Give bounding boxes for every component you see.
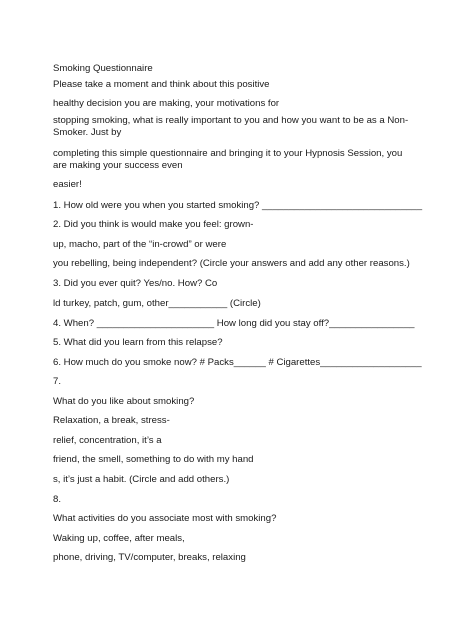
intro-line-7: easier! (53, 179, 82, 190)
question-5: 5. What did you learn from this relapse? (53, 337, 223, 348)
intro-line-5: completing this simple questionnaire and bringing it to your Hypnosis Session, you (53, 148, 403, 159)
question-8-number: 8. (53, 494, 62, 505)
question-4: 4. When? ______________________ How long did you stay off?________________ (53, 318, 415, 329)
question-6: 6. How much do you smoke now? # Packs______ # Cigarettes___________________ (53, 357, 422, 368)
question-2-line-2: up, macho, part of the “in-crowd” or were (53, 239, 227, 250)
intro-line-3: stopping smoking, what is really important to you and how you want to be as a Non- (53, 115, 409, 126)
question-2-line-1: 2. Did you think is would make you feel: grown- (53, 219, 254, 230)
question-3-line-1: 3. Did you ever quit? Yes/no. How? Co (53, 278, 218, 289)
question-3-line-2: ld turkey, patch, gum, other___________ (Circle) (53, 298, 261, 309)
question-2-line-3: you rebelling, being independent? (Circle your answers and add any other reasons.) (53, 258, 410, 269)
question-7-option-line-1: Relaxation, a break, stress- (53, 415, 170, 426)
question-7-option-line-3: friend, the smell, something to do with my hand (53, 454, 254, 465)
question-7-option-line-2: relief, concentration, it’s a (53, 435, 162, 446)
intro-line-6: are making your success even (53, 160, 183, 171)
question-7-text: What do you like about smoking? (53, 396, 195, 407)
intro-line-1: Please take a moment and think about this positive (53, 79, 270, 90)
question-8-option-line-1: Waking up, coffee, after meals, (53, 533, 185, 544)
question-1: 1. How old were you when you started smoking? ______________________________ (53, 200, 423, 211)
question-7-option-line-4: s, it’s just a habit. (Circle and add others.) (53, 474, 230, 485)
intro-line-4: Smoker. Just by (53, 127, 122, 138)
question-7-number: 7. (53, 376, 62, 387)
document-title: Smoking Questionnaire (53, 63, 153, 74)
question-8-text: What activities do you associate most with smoking? (53, 513, 277, 524)
question-8-option-line-2: phone, driving, TV/computer, breaks, relaxing (53, 552, 246, 563)
intro-line-2: healthy decision you are making, your motivations for (53, 98, 280, 109)
